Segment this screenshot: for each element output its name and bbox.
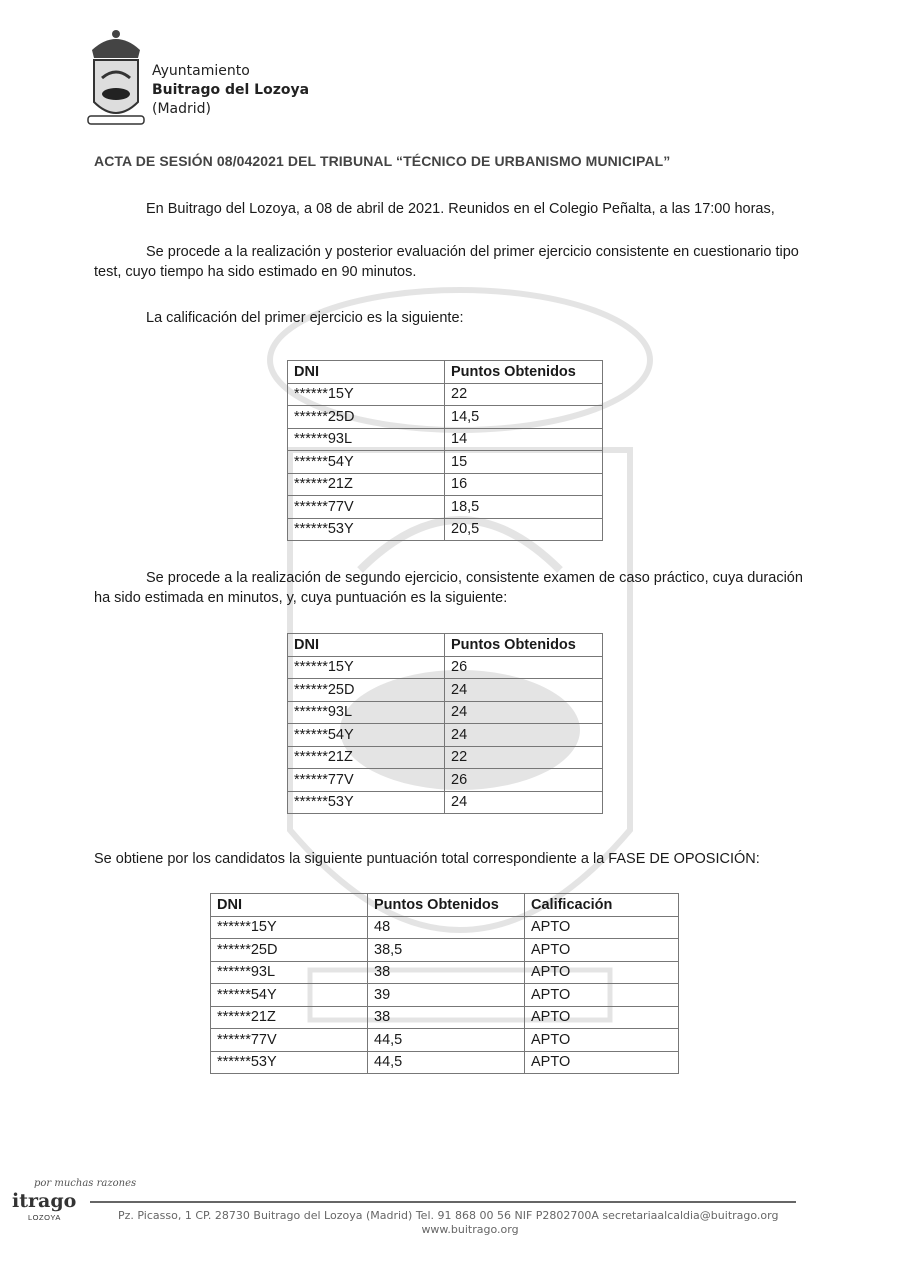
table-header-row xyxy=(288,634,603,657)
table-row xyxy=(211,984,679,1007)
header-dni: DNI xyxy=(288,634,445,657)
grade-cell: APTO xyxy=(525,961,679,984)
table-row xyxy=(288,679,603,702)
table-row xyxy=(288,791,603,814)
points-cell: 24 xyxy=(445,701,603,724)
table-row xyxy=(211,916,679,939)
footer-brand-logo: itrago xyxy=(12,1190,77,1212)
dni-cell: ******93L xyxy=(211,961,368,984)
municipal-crest-icon xyxy=(84,26,148,130)
points-cell: 39 xyxy=(368,984,525,1007)
grade-intro-paragraph: La calificación del primer ejercicio es la siguiente: xyxy=(146,310,464,326)
points-cell: 24 xyxy=(445,791,603,814)
points-cell: 24 xyxy=(445,724,603,747)
footer-brand-sub: LOZOYA xyxy=(28,1213,61,1222)
table-row xyxy=(288,428,603,451)
grade-cell: APTO xyxy=(525,916,679,939)
footer-website: www.buitrago.org xyxy=(421,1223,519,1236)
grade-cell: APTO xyxy=(525,939,679,962)
table-row xyxy=(288,656,603,679)
dni-cell: ******77V xyxy=(211,1029,368,1052)
table-row xyxy=(211,1006,679,1029)
second-exercise-table xyxy=(287,633,603,814)
footer-tagline: por muchas razones xyxy=(34,1178,137,1189)
dni-cell: ******15Y xyxy=(288,656,445,679)
intro-paragraph: En Buitrago del Lozoya, a 08 de abril de 2021. Reunidos en el Colegio Peñalta, a las 17:00 horas, xyxy=(146,201,775,217)
dni-cell: ******54Y xyxy=(288,451,445,474)
points-cell: 48 xyxy=(368,916,525,939)
dni-cell: ******25D xyxy=(211,939,368,962)
table-header-row xyxy=(288,361,603,384)
table-row xyxy=(211,961,679,984)
points-cell: 38 xyxy=(368,961,525,984)
first-exercise-table xyxy=(287,360,603,541)
dni-cell: ******21Z xyxy=(288,473,445,496)
points-cell: 16 xyxy=(445,473,603,496)
table-row xyxy=(288,769,603,792)
points-cell: 44,5 xyxy=(368,1051,525,1074)
table-row xyxy=(288,518,603,541)
points-cell: 18,5 xyxy=(445,496,603,519)
points-cell: 14,5 xyxy=(445,406,603,429)
header-points: Puntos Obtenidos xyxy=(445,361,603,384)
table-row xyxy=(288,496,603,519)
header-points: Puntos Obtenidos xyxy=(368,894,525,917)
organization-name xyxy=(152,62,309,119)
table-row xyxy=(288,406,603,429)
dni-cell: ******25D xyxy=(288,679,445,702)
points-cell: 22 xyxy=(445,383,603,406)
table-row xyxy=(211,939,679,962)
table-row xyxy=(211,1029,679,1052)
dni-cell: ******93L xyxy=(288,428,445,451)
points-cell: 15 xyxy=(445,451,603,474)
dni-cell: ******15Y xyxy=(288,383,445,406)
org-line-3: (Madrid) xyxy=(152,101,212,117)
points-cell: 26 xyxy=(445,769,603,792)
org-line-1: Ayuntamiento xyxy=(152,63,250,79)
total-score-paragraph: Se obtiene por los candidatos la siguiente puntuación total correspondiente a la FASE DE OPOSICIÓN: xyxy=(94,851,760,867)
dni-cell: ******77V xyxy=(288,769,445,792)
dni-cell: ******53Y xyxy=(211,1051,368,1074)
dni-cell: ******25D xyxy=(288,406,445,429)
header-grade: Calificación xyxy=(525,894,679,917)
points-cell: 44,5 xyxy=(368,1029,525,1052)
table-row xyxy=(288,746,603,769)
dni-cell: ******77V xyxy=(288,496,445,519)
header-dni: DNI xyxy=(288,361,445,384)
grade-cell: APTO xyxy=(525,984,679,1007)
grade-cell: APTO xyxy=(525,1051,679,1074)
points-cell: 22 xyxy=(445,746,603,769)
total-score-table xyxy=(210,893,679,1074)
dni-cell: ******54Y xyxy=(211,984,368,1007)
dni-cell: ******21Z xyxy=(211,1006,368,1029)
dni-cell: ******54Y xyxy=(288,724,445,747)
grade-cell: APTO xyxy=(525,1029,679,1052)
document-title: ACTA DE SESIÓN 08/042021 DEL TRIBUNAL “TÉCNICO DE URBANISMO MUNICIPAL” xyxy=(94,153,671,169)
dni-cell: ******93L xyxy=(288,701,445,724)
table-row xyxy=(288,701,603,724)
org-line-2: Buitrago del Lozoya xyxy=(152,82,310,98)
footer-address: Pz. Picasso, 1 CP. 28730 Buitrago del Lozoya (Madrid) Tel. 91 868 00 56 NIF P2802700A secretariaalcaldia@buitrago.org xyxy=(118,1209,779,1222)
table-row xyxy=(288,473,603,496)
footer-divider xyxy=(90,1201,796,1203)
table-row xyxy=(288,451,603,474)
header-dni: DNI xyxy=(211,894,368,917)
points-cell: 26 xyxy=(445,656,603,679)
points-cell: 24 xyxy=(445,679,603,702)
grade-cell: APTO xyxy=(525,1006,679,1029)
dni-cell: ******21Z xyxy=(288,746,445,769)
points-cell: 38,5 xyxy=(368,939,525,962)
points-cell: 14 xyxy=(445,428,603,451)
dni-cell: ******15Y xyxy=(211,916,368,939)
table-row xyxy=(211,1051,679,1074)
points-cell: 38 xyxy=(368,1006,525,1029)
header-points: Puntos Obtenidos xyxy=(445,634,603,657)
first-exercise-paragraph: Se procede a la realización y posterior evaluación del primer ejercicio consistente en cuestionario tipo test, cuyo tiempo ha sido estimado en 90 minutos. xyxy=(94,244,799,280)
table-header-row xyxy=(211,894,679,917)
table-row xyxy=(288,383,603,406)
dni-cell: ******53Y xyxy=(288,791,445,814)
second-exercise-paragraph: Se procede a la realización de segundo ejercicio, consistente examen de caso práctico, cuya duración ha sido estimada en minutos, y, cuya puntuación es la siguiente: xyxy=(94,570,803,606)
dni-cell: ******53Y xyxy=(288,518,445,541)
points-cell: 20,5 xyxy=(445,518,603,541)
table-row xyxy=(288,724,603,747)
